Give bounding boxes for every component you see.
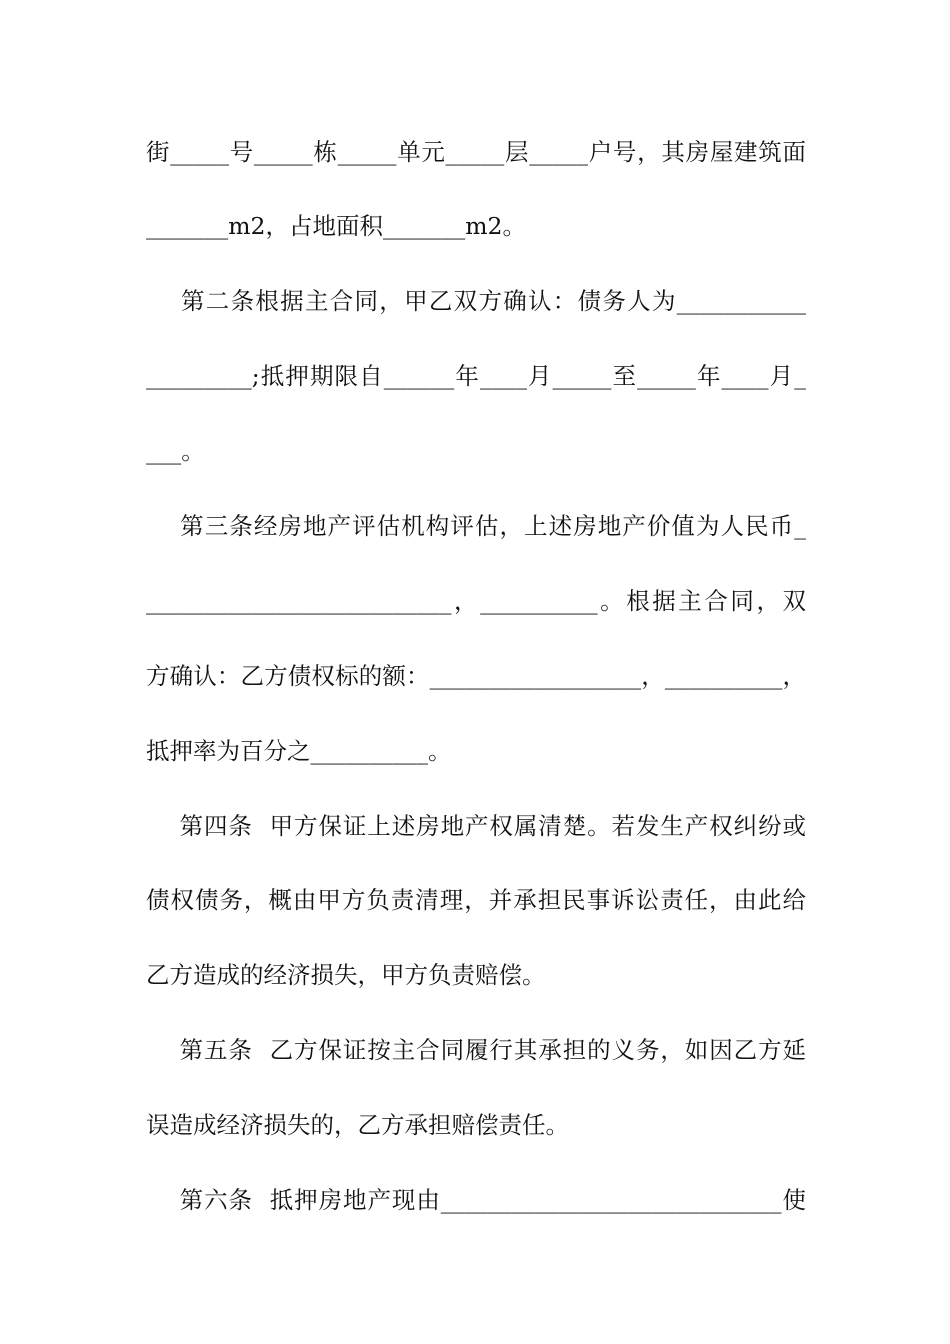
text-line: ___。 [146,437,205,465]
text-line: 抵押率为百分之__________。 [146,737,452,765]
text-line: _______m2，占地面积_______m2。 [146,212,526,240]
text-line: 第二条根据主合同，甲乙双方确认：债务人为___________ [146,287,806,315]
text-line: 第三条经房地产评估机构评估，上述房地产价值为人民币_ [146,512,806,540]
text-line: 街_____号_____栋_____单元_____层_____户号，其房屋建筑面 [146,138,806,166]
text-line: 误造成经济损失的，乙方承担赔偿责任。 [146,1111,569,1139]
text-line: _________;抵押期限自______年____月_____至_____年____月_ [146,362,806,390]
text-line: 乙方造成的经济损失，甲方负责赔偿。 [146,961,546,989]
text-line: 第六条 抵押房地产现由_____________________________使 [146,1186,806,1214]
text-line: 方确认：乙方债权标的额：__________________，__________， [146,662,806,690]
text-line: 第四条 甲方保证上述房地产权属清楚。若发生产权纠纷或 [146,812,806,840]
text-line: 债权债务，概由甲方负责清理，并承担民事诉讼责任，由此给 [146,886,806,914]
text-line: __________________________，__________。根据主合同，双 [146,587,806,615]
text-line: 第五条 乙方保证按主合同履行其承担的义务，如因乙方延 [146,1036,806,1064]
